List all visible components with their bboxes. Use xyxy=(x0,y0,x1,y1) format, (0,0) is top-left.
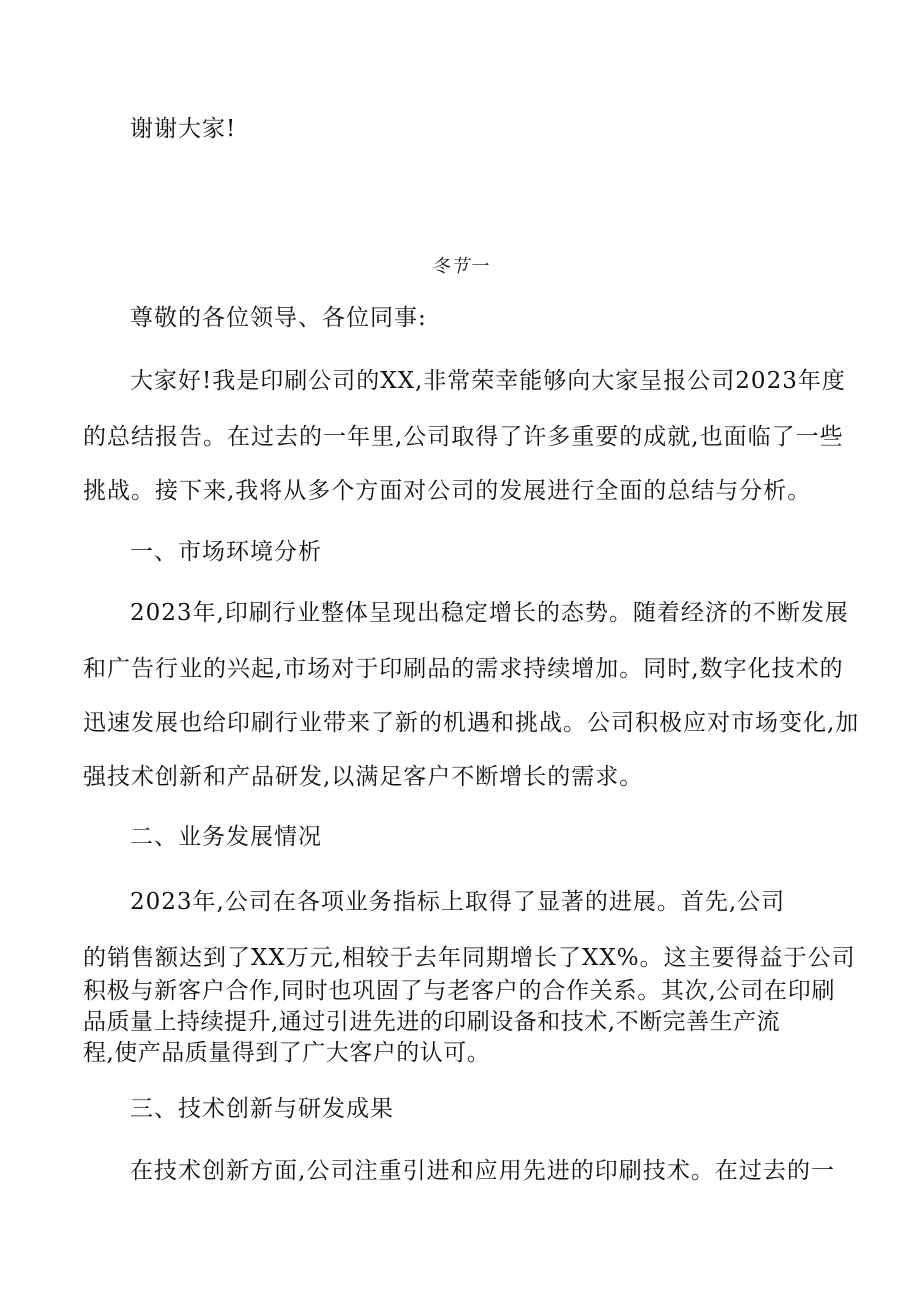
para2-line-4: 品质量上持续提升,通过引进先进的印刷设备和技术,不断完善生产流 xyxy=(83,1009,781,1035)
section-title: 冬节一 xyxy=(431,256,489,277)
para2-line-1: 2023年,公司在各项业务指标上取得了显著的进展。首先,公司 xyxy=(130,889,786,915)
para1-line-1: 2023年,印刷行业整体呈现出稳定增长的态势。随着经济的不断发展 xyxy=(130,600,849,626)
salutation: 尊敬的各位领导、各位同事: xyxy=(130,305,427,331)
intro-line-2: 的总结报告。在过去的一年里,公司取得了许多重要的成就,也面临了一些 xyxy=(83,424,844,450)
para2-line-2: 的销售额达到了XX万元,相较于去年同期增长了XX%。这主要得益于公司 xyxy=(83,945,856,971)
heading-market-analysis: 一、市场环境分析 xyxy=(130,539,322,565)
para2-line-5: 程,使产品质量得到了广大客户的认可。 xyxy=(83,1040,491,1066)
para3-line-1: 在技术创新方面,公司注重引进和应用先进的印刷技术。在过去的一 xyxy=(130,1158,835,1184)
para2-line-3: 积极与新客户合作,同时也巩固了与老客户的合作关系。其次,公司在印刷 xyxy=(83,978,835,1004)
para1-line-2: 和广告行业的兴起,市场对于印刷品的需求持续增加。同时,数字化技术的 xyxy=(83,656,844,682)
para1-line-3: 迅速发展也给印刷行业带来了新的机遇和挑战。公司积极应对市场变化,加 xyxy=(83,710,860,736)
heading-business-development: 二、业务发展情况 xyxy=(130,824,322,850)
heading-tech-innovation: 三、技术创新与研发成果 xyxy=(130,1096,394,1122)
para1-line-4: 强技术创新和产品研发,以满足客户不断增长的需求。 xyxy=(83,764,644,790)
intro-line-3: 挑战。接下来,我将从多个方面对公司的发展进行全面的总结与分析。 xyxy=(83,478,812,504)
closing-text: 谢谢大家! xyxy=(130,116,237,142)
intro-line-1: 大家好!我是印刷公司的XX,非常荣幸能够向大家呈报公司2023年度 xyxy=(130,368,846,394)
